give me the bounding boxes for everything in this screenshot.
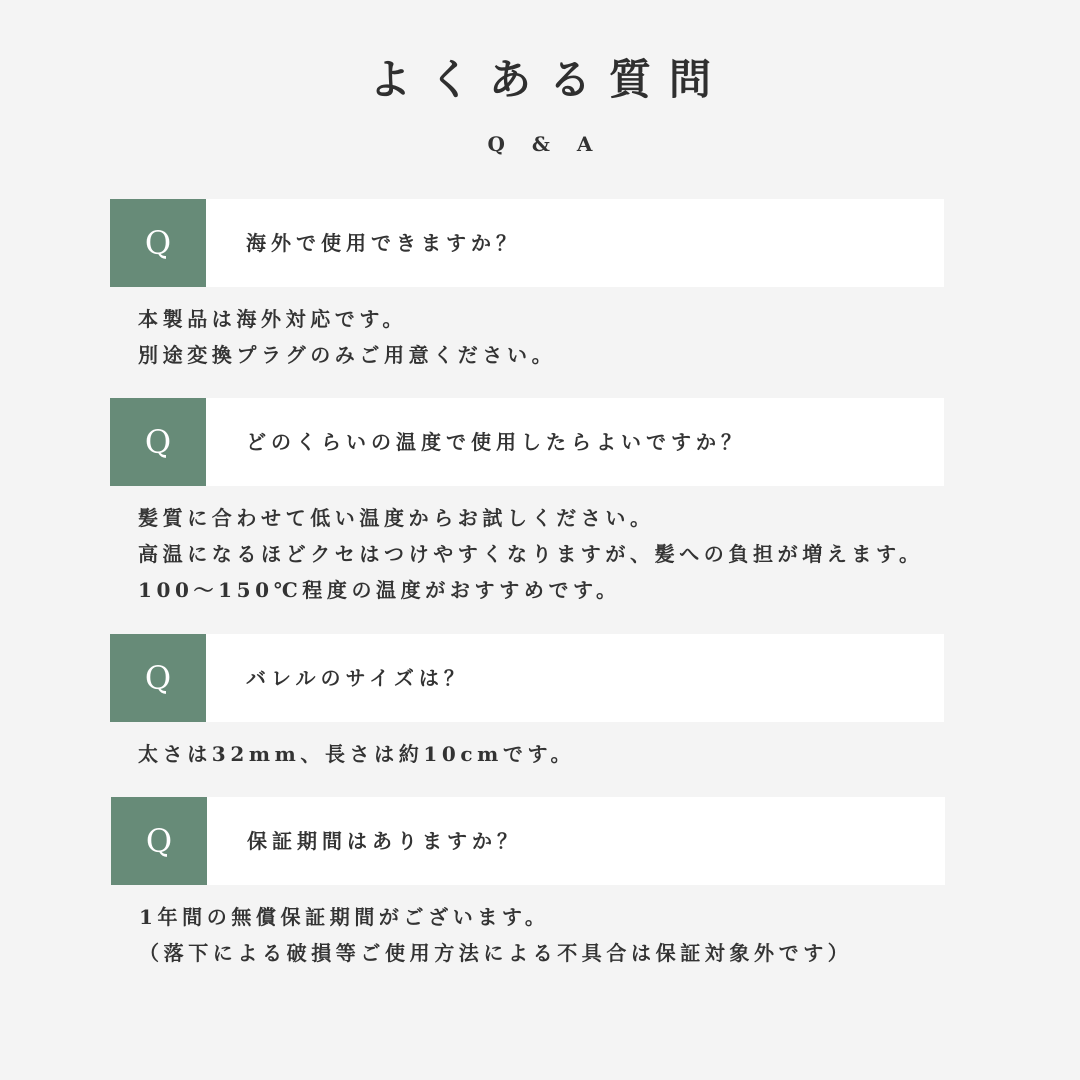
- answer-line: 本製品は海外対応です。: [138, 307, 407, 331]
- answer-block: [138, 736, 944, 772]
- answer-line: 髪質に合わせて低い温度からお試しください。: [138, 506, 655, 530]
- question-row[interactable]: [110, 199, 944, 287]
- answer-line: 別途変換プラグのみご用意ください。: [138, 343, 557, 367]
- q-badge: Q: [110, 398, 206, 486]
- q-badge: Q: [110, 199, 206, 287]
- faq-item: [111, 797, 945, 971]
- faq-item: [110, 199, 944, 373]
- page-title: よくある質問: [368, 55, 729, 104]
- faq-item: [110, 398, 944, 608]
- question-text: 保証期間はありますか？: [247, 829, 522, 853]
- answer-block: [138, 301, 944, 373]
- question-text: どのくらいの温度で使用したらよいですか？: [246, 430, 746, 454]
- answer-line: 高温になるほどクセはつけやすくなりますが、髪への負担が増えます。: [138, 542, 924, 566]
- answer-block: [139, 899, 945, 971]
- answer-line: （落下による破損等ご使用方法による不具合は保証対象外です）: [139, 941, 853, 965]
- answer-block: [138, 500, 944, 608]
- faq-item: [110, 634, 944, 772]
- question-row[interactable]: [110, 398, 944, 486]
- answer-line: 太さは32mm、長さは約10cmです。: [138, 742, 576, 766]
- q-badge: Q: [110, 634, 206, 722]
- answer-line: 100〜150℃程度の温度がおすすめです。: [138, 578, 621, 602]
- question-row[interactable]: [111, 797, 945, 885]
- question-row[interactable]: [110, 634, 944, 722]
- answer-line: 1年間の無償保証期間がございます。: [139, 905, 550, 929]
- page-subtitle: Q & A: [487, 132, 603, 156]
- question-text: 海外で使用できますか？: [246, 231, 521, 255]
- q-badge: Q: [111, 797, 207, 885]
- question-text: バレルのサイズは？: [246, 666, 469, 690]
